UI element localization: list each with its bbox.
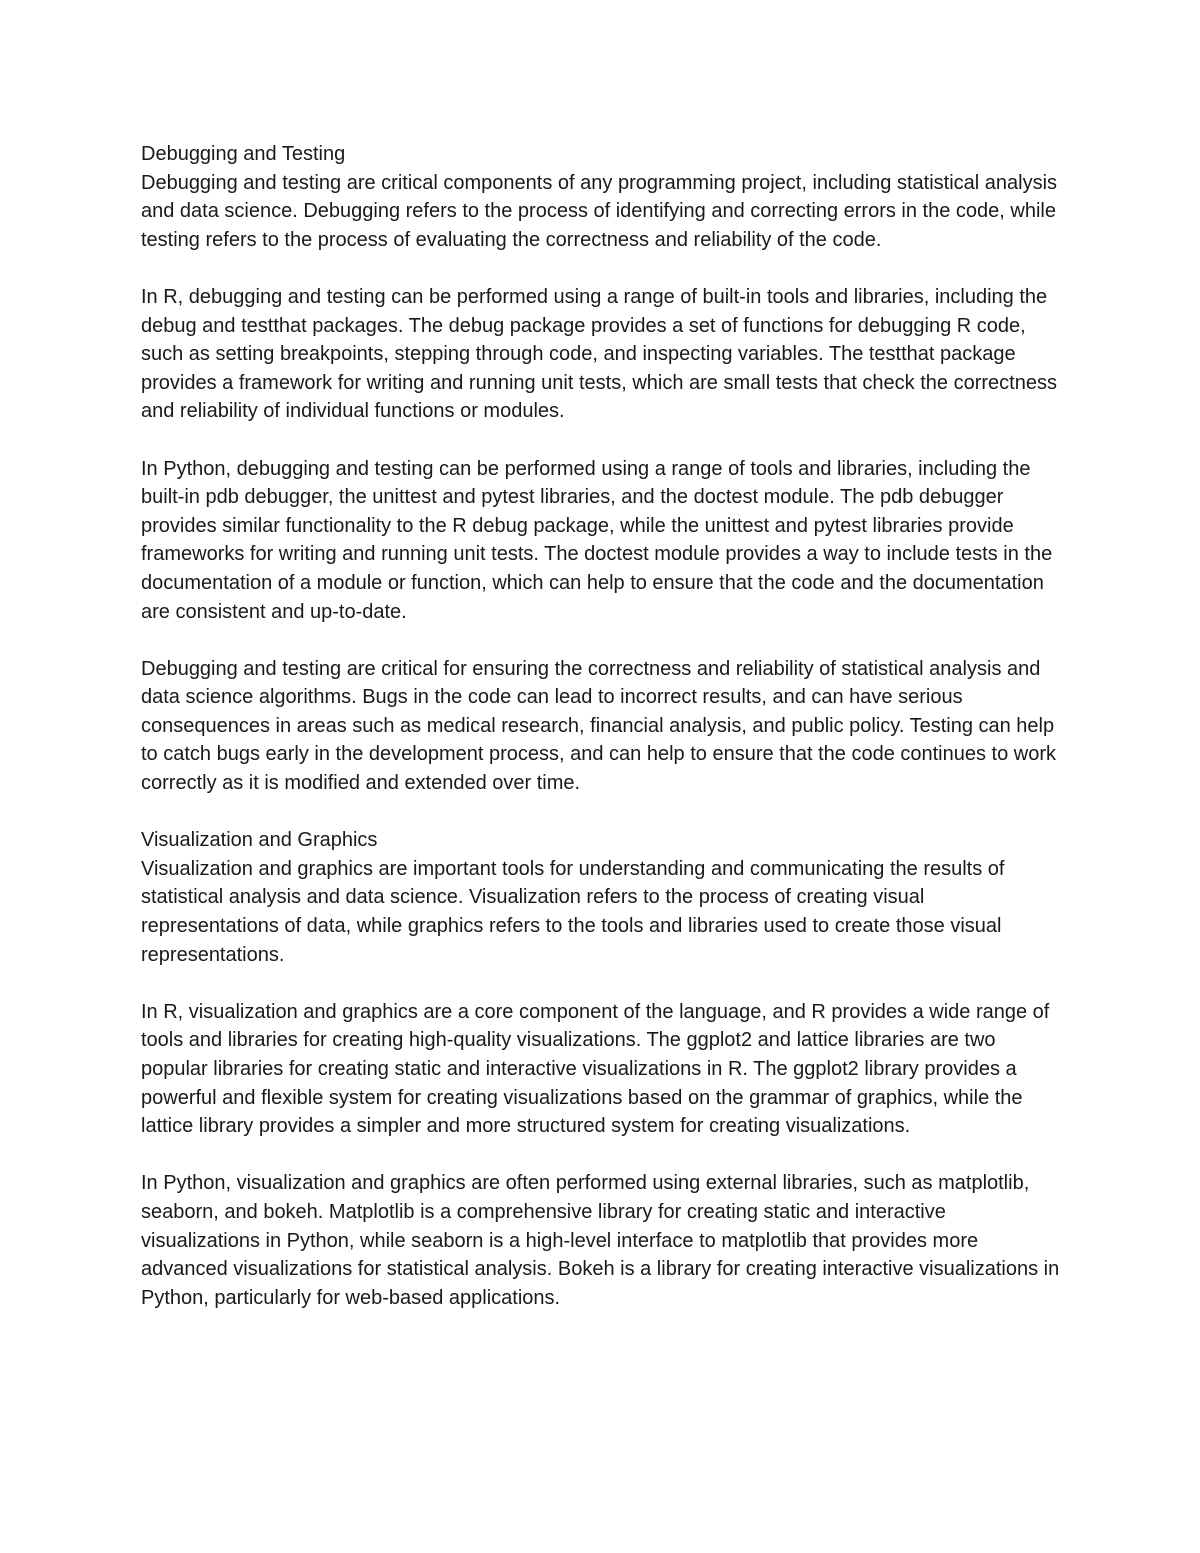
section-heading: Visualization and Graphics — [141, 829, 378, 852]
section-visualization-and-graphics — [141, 826, 1061, 1312]
section-heading: Debugging and Testing — [141, 143, 346, 165]
paragraph: In Python, debugging and testing can be performed using a range of tools and libraries, including the built-in pdb debugger, the unittest and pytest libraries, and the doctest module. The pdb debugger provides similar functionality to the R debug package, while the unittest and pytest libraries provide frameworks for writing and running unit tests. The doctest module provides a way to include tests in the documentation of a module or function, which can help to ensure that the code and the documentation are consistent and up-to-date. — [141, 457, 1053, 623]
paragraph: Visualization and graphics are important tools for understanding and communicating the results of statistical analysis and data science. Visualization refers to the process of creating visual representations of data, while graphics refers to the tools and libraries used to create those visual representations. — [141, 857, 1005, 966]
section-debugging-and-testing — [141, 140, 1061, 798]
paragraph: In R, visualization and graphics are a core component of the language, and R provides a wide range of tools and libraries for creating high-quality visualizations. The ggplot2 and lattice libraries are two popular libraries for creating static and interactive visualizations in R. The ggplot2 library provides a powerful and flexible system for creating visualizations based on the grammar of graphics, while the lattice library provides a simpler and more structured system for creating visualizations. — [141, 1000, 1050, 1138]
document-body — [141, 140, 1061, 1341]
paragraph: Debugging and testing are critical for ensuring the correctness and reliability of statistical analysis and data science algorithms. Bugs in the code can lead to incorrect results, and can have serious consequences in areas such as medical research, financial analysis, and public policy. Testing can help to catch bugs early in the development process, and can help to ensure that the code continues to work correctly as it is modified and extended over time. — [141, 657, 1057, 795]
paragraph: In R, debugging and testing can be performed using a range of built-in tools and libraries, including the debug and testthat packages. The debug package provides a set of functions for debugging R code, such as setting breakpoints, stepping through code, and inspecting variables. The testthat package provides a framework for writing and running unit tests, which are small tests that check the correctness and reliability of individual functions or modules. — [141, 285, 1057, 423]
paragraph: In Python, visualization and graphics are often performed using external libraries, such as matplotlib, seaborn, and bokeh. Matplotlib is a comprehensive library for creating static and interactive visualizations in Python, while seaborn is a high-level interface to matplotlib that provides more advanced visualizations for statistical analysis. Bokeh is a library for creating interactive visualizations in Python, particularly for web-based applications. — [141, 1172, 1060, 1309]
paragraph: Debugging and testing are critical components of any programming project, including statistical analysis and data science. Debugging refers to the process of identifying and correcting errors in the code, while testing refers to the process of evaluating the correctness and reliability of the code. — [141, 171, 1058, 251]
